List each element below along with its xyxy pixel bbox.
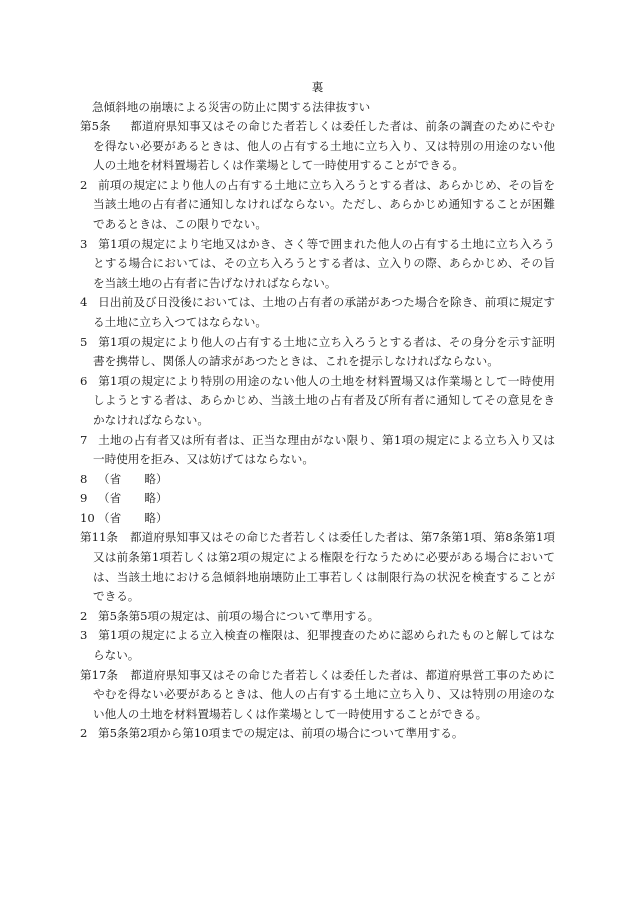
omitted-paragraph	[80, 489, 555, 509]
article-paragraph	[80, 431, 555, 470]
page-header: 裏	[311, 80, 324, 94]
paragraph-text: 第1項の規定により他人の占有する土地に立ち入ろうとする者は、その身分を示す証明書を携帯し、関係人の請求があつたときは、これを提示しなければならない。	[93, 334, 555, 369]
paragraph-text: 日出前及び日没後においては、土地の占有者の承諾があつた場合を除き、前項に規定する土地に立ち入つてはならない。	[93, 295, 555, 329]
paragraph-text: 第5条第5項の規定は、前項の場合について準用する。	[98, 608, 380, 623]
article-paragraph	[80, 117, 555, 176]
article-number: 第17条	[80, 667, 118, 682]
paragraph-number: 10	[80, 510, 95, 525]
paragraph-number: 5	[80, 334, 88, 349]
paragraph-text: 都道府県知事又はその命じた者若しくは委任した者は、第7条第1項、第8条第1項又は前条第1項若しくは第2項の規定による権限を行なうために必要がある場合においては、当該土地における急傾斜地崩壊防止工事若しくは制限行為の状況を検査することができる。	[93, 530, 555, 604]
paragraph-text: （省 略）	[98, 471, 168, 486]
document-title: 急傾斜地の崩壊による災害の防止に関する法律抜すい	[92, 100, 371, 114]
omitted-paragraph	[80, 470, 555, 490]
article-paragraph	[80, 607, 555, 627]
paragraph-text: 前項の規定により他人の占有する土地に立ち入ろうとする者は、あらかじめ、その旨を当該土地の占有者に通知しなければならない。ただし、あらかじめ通知することが困難であるときは、この限りでない。	[93, 177, 555, 231]
article-paragraph	[80, 666, 555, 725]
paragraph-number: 2	[80, 726, 88, 741]
paragraph-text: 第1項の規定により特別の用途のない他人の土地を材料置場又は作業場として一時使用しようとする者は、あらかじめ、当該土地の占有者及び所有者に通知してその意見をきかなければならない。	[93, 373, 555, 427]
paragraph-number: 9	[80, 491, 88, 506]
article-11	[80, 528, 555, 665]
paragraph-text: （省 略）	[98, 491, 168, 506]
article-17	[80, 666, 555, 744]
paragraph-text: 第1項の規定による立入検査の権限は、犯罪捜査のために認められたものと解してはならない。	[93, 628, 555, 663]
paragraph-text: 第5条第2項から第10項までの規定は、前項の場合について準用する。	[98, 726, 464, 741]
article-paragraph	[80, 528, 555, 606]
article-5	[80, 117, 555, 528]
article-paragraph	[80, 176, 555, 235]
paragraph-number: 7	[80, 432, 88, 447]
article-paragraph	[80, 235, 555, 294]
article-number: 第11条	[80, 530, 118, 545]
article-paragraph	[80, 372, 555, 431]
article-paragraph	[80, 626, 555, 665]
article-paragraph	[80, 333, 555, 372]
paragraph-text: 第1項の規定により宅地又はかき、さく等で囲まれた他人の占有する土地に立ち入ろうとする場合においては、その立ち入ろうとする者は、立入りの際、あらかじめ、その旨を当該土地の占有者に告げなければならない。	[93, 236, 555, 290]
document-page	[80, 78, 555, 744]
paragraph-number: 2	[80, 608, 88, 623]
paragraph-number: 6	[80, 373, 88, 388]
omitted-paragraph	[80, 509, 555, 529]
paragraph-number: 8	[80, 471, 88, 486]
paragraph-text: 土地の占有者又は所有者は、正当な理由がない限り、第1項の規定による立ち入り又は一時使用を拒み、又は妨げてはならない。	[93, 432, 555, 467]
paragraph-text: 都道府県知事又はその命じた者若しくは委任した者は、前条の調査のためにやむを得ない必要があるときは、他人の占有する土地に立ち入り、又は特別の用途のない他人の土地を材料置場若しくは作業場として一時使用することができる。	[93, 119, 555, 173]
article-number: 第5条	[80, 119, 111, 133]
article-paragraph	[80, 724, 555, 744]
paragraph-number: 3	[80, 236, 88, 251]
paragraph-number: 2	[80, 177, 88, 192]
article-paragraph	[80, 293, 555, 332]
paragraph-number: 4	[80, 295, 88, 310]
paragraph-text: （省 略）	[98, 510, 168, 525]
paragraph-text: 都道府県知事又はその命じた者若しくは委任した者は、都道府県営工事のためにやむを得ない必要があるときは、他人の占有する土地に立ち入り、又は特別の用途のない他人の土地を材料置場若しくは作業場として一時使用することができる。	[93, 667, 555, 721]
paragraph-number: 3	[80, 628, 88, 643]
